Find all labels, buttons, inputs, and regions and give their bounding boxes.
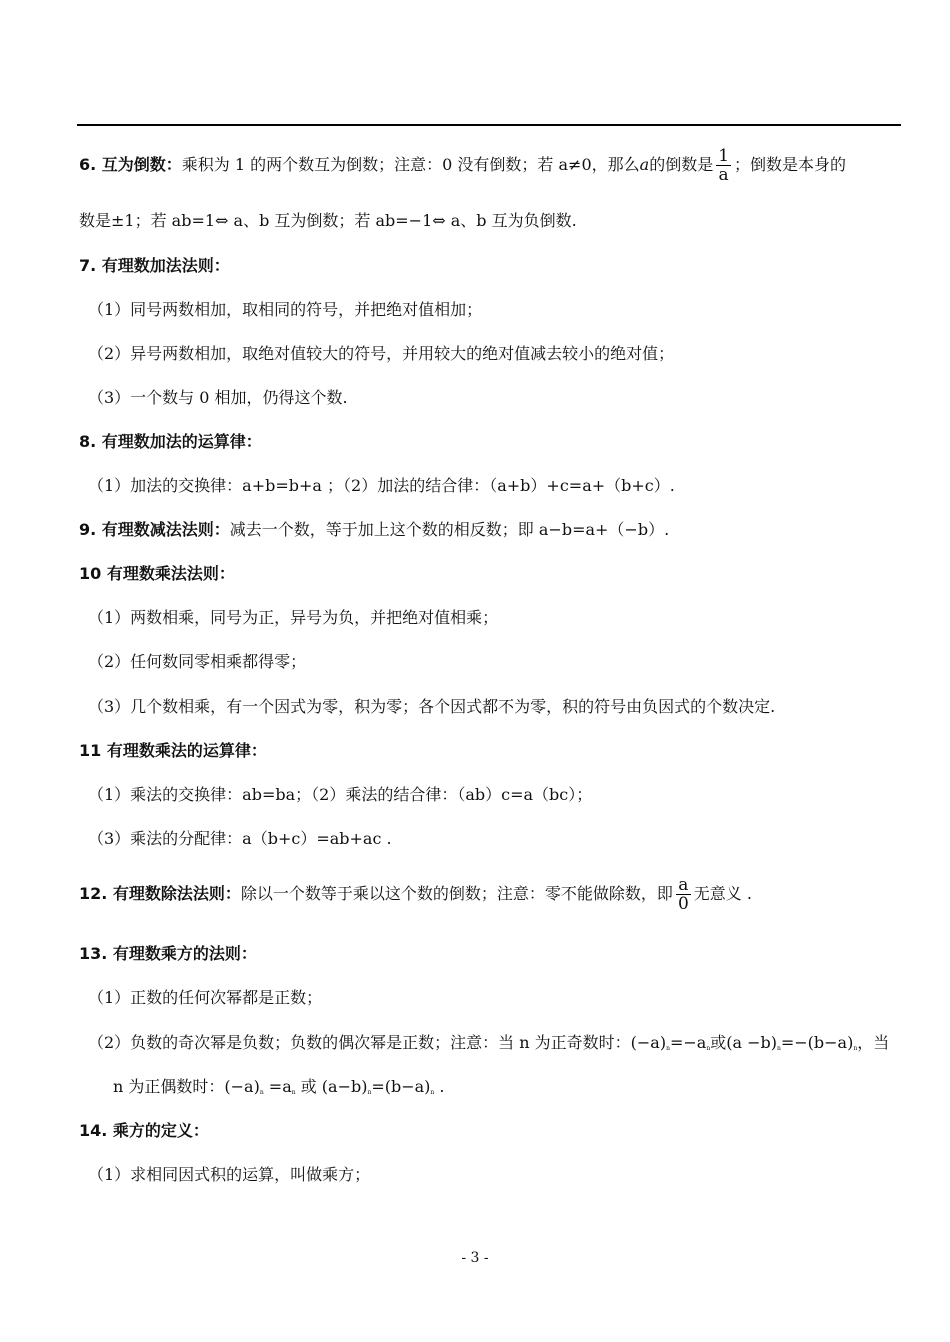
exponent-n: n (367, 1089, 372, 1096)
page-number: - 3 - (461, 1250, 489, 1266)
header-rule (77, 124, 901, 126)
section-7-item-1: （1）同号两数相加，取相同的符号，并把绝对值相加； (88, 300, 483, 319)
section-12-line (79, 876, 752, 913)
section-6-line-1 (79, 147, 846, 184)
exponent-n: n (776, 1045, 781, 1052)
section-10-item-3: （3）几个数相乘，有一个因式为零，积为零；各个因式都不为零，积的符号由负因式的个数决定. (88, 697, 776, 716)
section-12-text-2: 无意义 . (693, 884, 752, 903)
section-10-item-2: （2）任何数同零相乘都得零； (88, 652, 307, 671)
section-13-item-2-part-b: =−a (669, 1033, 707, 1052)
section-6-text-1: 乘积为 1 的两个数互为倒数；注意：0 没有倒数；若 a≠0，那么 (181, 155, 640, 174)
section-9-heading: 9. 有理数减法法则： (79, 520, 230, 539)
section-13-cont-part-c: 或 (a−b) (295, 1077, 368, 1096)
section-6-text-3: ；倒数是本身的 (734, 155, 847, 174)
section-13-item-2-part-e: ，当 (857, 1033, 890, 1052)
section-11-item-1: （1）乘法的交换律：ab=ba；（2）乘法的结合律：（ab）c=a（bc）； (88, 785, 593, 804)
section-6-text-2: 的倒数是 (649, 155, 714, 174)
section-13-item-2-continued (113, 1077, 444, 1103)
section-7-item-2: （2）异号两数相加，取绝对值较大的符号，并用较大的绝对值减去较小的绝对值； (88, 344, 675, 363)
section-9-line (79, 520, 669, 540)
exponent-n: n (259, 1089, 264, 1096)
section-13-item-2 (88, 1033, 889, 1059)
section-6-line-2: 数是±1；若 ab=1⇔ a、b 互为倒数；若 ab=−1⇔ a、b 互为负倒数. (79, 211, 577, 230)
variable-a: a (639, 155, 650, 174)
section-9-text: 减去一个数，等于加上这个数的相反数；即 a−b=a+（−b）. (229, 520, 670, 539)
section-14-item-1: （1）求相同因式积的运算，叫做乘方； (88, 1165, 371, 1184)
section-13-item-2-part-c: 或(a −b) (710, 1033, 777, 1052)
fraction-one-over-a: $\frac{1}{a}$ (718, 146, 730, 185)
section-8-item-1: （1）加法的交换律：a+b=b+a ；（2）加法的结合律：（a+b）+c=a+（b+c）. (88, 476, 675, 495)
section-10-heading: 10 有理数乘法法则： (79, 564, 235, 583)
section-12-text-1: 除以一个数等于乘以这个数的倒数；注意：零不能做除数，即 (240, 884, 673, 903)
section-13-item-2-part-d: =−(b−a) (780, 1033, 854, 1052)
fraction-a-over-zero: $\frac{a}{0}$ (677, 875, 689, 914)
section-7-item-3: （3）一个数与 0 相加，仍得这个数. (88, 388, 348, 407)
section-14-heading: 14. 乘方的定义： (79, 1121, 209, 1140)
exponent-n: n (291, 1089, 296, 1096)
section-7-heading: 7. 有理数加法法则： (79, 256, 230, 275)
section-13-item-1: （1）正数的任何次幂都是正数； (88, 988, 323, 1007)
section-13-cont-part-d: =(b−a) (371, 1077, 431, 1096)
section-13-heading: 13. 有理数乘方的法则： (79, 944, 257, 963)
section-6-heading: 6. 互为倒数： (79, 155, 182, 174)
exponent-n: n (853, 1045, 858, 1052)
section-11-heading: 11 有理数乘法的运算律： (79, 741, 267, 760)
section-12-heading: 12. 有理数除法法则： (79, 884, 241, 903)
exponent-n: n (706, 1045, 711, 1052)
section-13-cont-part-a: n 为正偶数时：(−a) (113, 1077, 260, 1096)
section-13-cont-part-e: . (434, 1077, 445, 1096)
exponent-n: n (430, 1089, 435, 1096)
section-11-item-2: （3）乘法的分配律：a（b+c）=ab+ac . (88, 829, 392, 848)
section-13-cont-part-b: =a (263, 1077, 292, 1096)
exponent-n: n (666, 1045, 670, 1052)
section-10-item-1: （1）两数相乘，同号为正，异号为负，并把绝对值相乘； (88, 608, 499, 627)
section-13-item-2-part-a: （2）负数的奇次幂是负数；负数的偶次幂是正数；注意：当 n 为正奇数时：(−a) (88, 1033, 667, 1052)
section-8-heading: 8. 有理数加法的运算律： (79, 432, 262, 451)
